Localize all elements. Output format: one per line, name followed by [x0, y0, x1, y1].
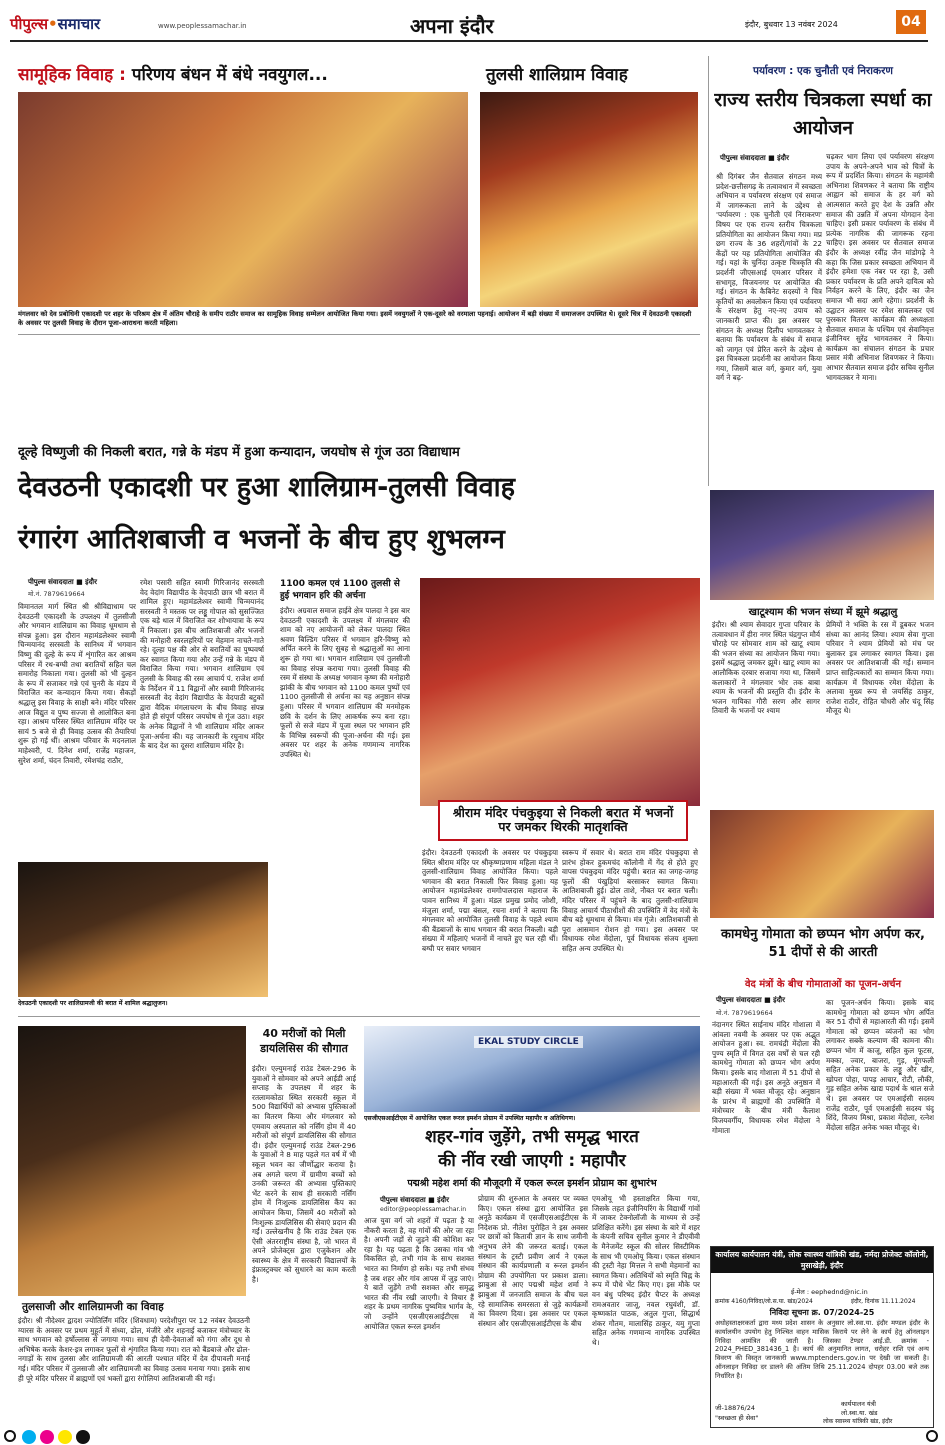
story9-text: इंदौर। एल्युमनाई राउंड टेबल-296 के युवाओं ने सोमवार को अपने आईडी आई सप्ताह के उपलक्ष्य में शहर के रतलामकोठा स्थित सरकारी स्कूल में 500 विद्यार्थियों को अभ्यास पुस्तिकाओं का वितरण किया और मंगलवार को एमवाय अस्पताल को नर्सिंग होम में 40 मरीजों को संपूर्ण डायलिसिस की सौगात दी। इंदौर एल्युमनाई राउंड टेबल-296 के युवाओं ने 8 माह पहले गत वर्ष में भी स्कूल भवन का जीर्णोद्धार कराया है। अब अगले चरण में ग्रामीण बच्चों को उनकी जरूरत की अभ्यास पुस्तिकाएं भेंट करने के साथ ही सरकारी नर्सिंग होम में निःशुल्क डायलिसिस कैंप का आयोजन किया, जिसमें 40 मरीजों को निःशुल्क डायलिसिस की सेवाएं प्रदान की गईं। उल्लेखनीय है कि राउंड टेबल एक ऐसी अंतरराष्ट्रीय संस्था है, जो भारत में अपने प्रोजेक्ट्स द्वारा एजुकेशन और स्वास्थ्य के क्षेत्र में सरकारी विद्यालयों के इंफ्रास्ट्रक्चर को सुधारने का काम करती है।	[252, 1064, 356, 1285]
tender-ref: क्रमांक 4160/निविदा/लो.स.या. खंड/2024	[715, 1298, 813, 1305]
tender-body: अधोहस्ताक्षरकर्ता द्वारा मध्य प्रदेश शासन के अनुसार लो.स्वा.या. इंदौर मण्डल इंदौर के कार्यालयीन उपयोग हेतु निश्चित वाहन मासिक किराये पर लेने के कार्य हेतु ऑनलाइन निविदा आमंत्रित की जाती है। जिसका टेण्डर आई.डी. क्रमांक - 2024_PHED_381436_1 है। कार्य की अनुमानित लागत, धरोहर राशि एवं अन्य विवरण की विस्तृत जानकारी www.mptenders.gov.in पर देखी जा सकती है। ऑनलाइन निविदा दर डालने की अंतिम तिथि 25.11.2024 दोपहर 03.00 बजे तक निर्धारित है।	[715, 1319, 929, 1380]
tender-notice	[710, 1246, 934, 1428]
story8-col2: का पूजन-अर्चन किया। इसके बाद कामधेनु गोमाता को छप्पन भोग अर्पित कर 51 दीपों से महाआरती की गई। इसमें गोमाता को छप्पन व्यंजनों का भोग लगाकर सबके कल्याण की कामना की। छप्पन भोग में काजू, सहित कुल फूटस, मक्का, ज्वार, बाजरा, गुड़, मूंगफली सहित अनेक प्रकार के लड्डू और खीर, खोपरा पोहा, पापड़ आचार, रोटी, लौकी, गुड़ सहित अनेक खाद्य पदार्थ के थाल सजे थे। इस अवसर पर एमआईसी सदस्य राजेंद्र राठौर, पूर्व एमआईसी सदस्य चंदू शिंदे, विजय मिश्रा, प्रकाश मेंदोला, रत्नेश मेंदोला सहित अनेक भक्त मौजूद थे।	[826, 998, 934, 1132]
story4-col1: विमानतल मार्ग स्थित श्री श्रीविद्याधाम पर देवउठनी एकादशी के उपलक्ष्य में तुलसीजी और भगवान शालिग्राम का विवाह धूमधाम से संपन्न हुआ। इस दौरान महामंडलेश्वर स्वामी चिन्मयानंद सरस्वती के सानिध्य में भगवान विष्णु की दूल्हे के रूप में शृंगारित कर आश्रम परिसर में रथ-बग्घी तथा बरातियों सहित चल समारोह निकाला गया। तुलसी को भी दुल्हन के रूप में सजाकर गन्ने एवं चुनरी के मंडप में विराजित कर कन्यादान किया गया। सैकड़ों श्रद्धालु इस विवाह के साक्षी बने। मंदिर परिसर आज विद्युत व पुष्प सज्जा से आलोकित बना रहा। आश्रम परिसर स्थित शालिग्राम मंदिर पर सायं 5 बजे से ही विवाह उत्सव की तैयारियां शुरू हो गई थीं। आश्रम परिवार के मदनलाल माहेश्वरी, पं. दिनेश शर्मा, राजेंद्र महाजन, सुरेश शर्मा, चंदन तिवारी, रमेशचंद्र राठौर,	[18, 602, 136, 765]
dateline: इंदौर, बुधवार 13 नवंबर 2024	[745, 20, 838, 29]
tender-footer-right-2: लो.स्वा.या. खंड	[841, 1409, 878, 1417]
story8-col1: नंदानगर स्थित साईनाथ मंदिर गोशाला में आंवला नवमी के अवसर पर एक अद्भुत आयोजन हुआ। स्व. रामचंद्री मेंदोला की पुण्य स्मृति में विगत दस वर्षों से चल रही कामधेनु गोमाता को छप्पन भोग अर्पण किया। इसके बाद गोशाला में 51 दीपों से महाआरती की गई। इस अनूठे अनुष्ठान में बड़ी संख्या में भक्त मौजूद रहे। अनुष्ठान के प्रारंभ में ब्राह्मणों की उपस्थिति में मंत्रोच्चार के बीच मंत्री कैलाश विजयवर्गीय, विधायक रमेश मेंदोला ने गोमाता	[712, 1020, 820, 1135]
story3-headline: राज्य स्तरीय चित्रकला स्पर्धा का आयोजन	[714, 89, 932, 139]
story11-byline: पीपुल्स संवाददाता ■ इंदौर	[380, 1196, 449, 1204]
section-title: अपना इंदौर	[410, 14, 494, 38]
registration-mark-icon	[4, 1430, 16, 1442]
shaligram-procession-photo	[18, 862, 268, 997]
story7-headline: खाटूश्याम की भजन संध्या में झूमे श्रद्धालु	[748, 607, 898, 618]
ekal-banner: EKAL STUDY CIRCLE	[474, 1036, 583, 1048]
story7-col1: इंदौर। श्री श्याम सेवादार गुप्ता परिवार के तत्वावधान में हीरा नगर स्थित चंद्रगुप्त मौर्य चौराहे पर सोमवार शाम को खाटू श्याम की भजन संध्या का आयोजन किया गया। इसमें श्रद्धालु जमकर झूमे। खाटू श्याम का आलौकिक दरबार सजाया गया था, जिसमें कलाकारों ने मंगलवार भोर तक बाबा श्याम के भजनों की प्रस्तुति दी। इंदौर के भजन गायिका गौरी सरण और सागर तिवारी के भजनों पर श्याम	[712, 620, 820, 716]
story11-subhead: पद्मश्री महेश शर्मा की मौजूदगी में एकल रूरल इमर्शन प्रोग्राम का शुभारंभ	[407, 1178, 657, 1189]
story4-headline-line2: रंगारंग आतिशबाजी व भजनों के बीच हुए शुभलग्न	[18, 524, 505, 555]
logo-dot-icon: •	[48, 15, 58, 33]
story11-col3: एमओयू भी हस्ताक्षरित किया गया, जिसके तहत इंजीनियरिंग के विद्यार्थी गांवों में जाकर टेक्नोलॉजी के माध्यम से उन्हें प्रशिक्षित करेंगे। इस संस्था के बारे में शहर के कंपनी सचिव सुनील कुमार ने डीएवीवी के मैनेजमेंट स्कूल की सोलर सिस्टीमिक के साथ भी एमओयू किया। एकल संस्थान की ट्रस्टी नेहा मित्तल ने सभी मेहमानों का स्वागत किया। अतिथियों को स्मृति चिह्न के रूप में पौधे भेंट किए गए। इस मौके पर वन बंधु परिषद इंदौर चैप्टर के अध्यक्ष रामअवतार जाजू, नवल रघुवंशी, डॉ. कृष्णकांत पाठक, अतुल गुप्ता, सिद्धार्थ शंकर गौतम, मालासिंह ठाकुर, यमु गुप्ता सहित अनेक गणमान्य नागरिक उपस्थित थे।	[592, 1194, 700, 1347]
story5-text: इंदौर। अग्रवाल समाज हाईवे क्षेत्र पालदा ने इस बार देवउठनी एकादशी के उपलक्ष्य में मंगलवार की शाम को नए आयोजनों को लेकर पालदा स्थित श्रवण बिल्डिंग परिसर में भगवान हरि-विष्णु को अर्पित करने के लिए सुबह से श्रद्धालुओं का आना शुरू हो गया था। भगवान शालिग्राम एवं तुलसीजी का विवाह संपन्न कराया गया। तुलसी विवाह की रस्म में संस्था के अध्यक्ष भगवान कृष्ण की मनोहारी झांकी के बीच भगवान को 1100 कमल पुष्पों एवं 1100 तुलसीजी से अर्चना का यह अनुष्ठान संपन्न हुआ। परिसर में भगवान शालिग्राम की मनमोहक छवि के दर्शन के लिए आकर्षक रूप बना रहा। फूलों से सजे मंडप में पूजा स्थल पर भगवान हरि के विभिन्न स्वरूपों की पूजा-अर्चना की गई। इस अवसर पर शहर के अनेक गणमान्य नागरिक उपस्थित थे।	[280, 606, 410, 759]
story11-headline-line2: की नींव रखी जाएगी : महापौर	[438, 1151, 626, 1171]
print-color-bar	[0, 1430, 945, 1444]
story4-byline: पीपुल्स संवाददाता ■ इंदौर	[28, 578, 97, 586]
tender-footer-right-3: लोक स्वास्थ्य यांत्रिकी खंड, इंदौर	[823, 1418, 893, 1425]
story4-mobile: मो.नं. 7879619664	[28, 590, 85, 598]
story5-headline: 1100 कमल एवं 1100 तुलसी से हुई भगवान हरि की अर्चना	[280, 579, 400, 601]
tender-email: ई-मेल : eephednd@nic.in	[791, 1288, 868, 1296]
story6-col2: स्वरूप में सवार थे। बरात राम मंदिर पंचकुइया से प्रारंभ होकर हुकमचंद कॉलोनी में गेंद से होते हुए वापस पंचकुइया मंदिर पहुंची। बरात का जगह-जगह फूलों की पंखुड़ियां बरसाकर स्वागत किया। आतिशबाजी हुई। ढोल ताशे, नौबत पर बरात चली। मंदिर परिसर में पहुंचने के बाद तुलसी-शालिग्राम विवाह आचार्य पीठाधीशों की उपस्थिति में वेद मंत्रों के बीच बड़े धूमधाम से किया। मंत्र गूंजे। आतिशबाजी से पूरा आसमान रोशन हो गया। इस अवसर पर विधायक रमेश मेंदोला, पूर्व विधायक संजय शुक्ला सहित अन्य उपस्थित थे।	[562, 848, 698, 953]
story4-headline-line1: देवउठनी एकादशी पर हुआ शालिग्राम-तुलसी विवाह	[18, 472, 515, 503]
logo-right: समाचार	[57, 15, 101, 33]
gomata-pooja-photo	[710, 810, 934, 918]
story11-col1: आज युवा वर्ग जो शहरों में पढ़ता है या नौकरी करता है, वह गांवों की ओर जा रहा है। अपनी जड़ों से जुड़ने की कोशिश कर रहा है। यह पढ़ता है कि उसका गांव भी विकसित हो, तभी गांव के साथ सशक्त भारत का निर्माण हो सके। यह तभी संभव है जब शहर और गांव आपस में जुड़ जाएं। ये बातें जुड़ेंगे तभी सशक्त और समृद्ध भारत की नींव रखी जाएगी। ये विचार हैं शहर के प्रथम नागरिक पुष्यमित्र भार्गव के, जो उन्होंने एसजीएसआईटीएस में आयोजित एकल रूरल इमर्शन	[364, 1216, 474, 1331]
tender-footer-tag: "स्वच्छता ही सेवा"	[715, 1414, 759, 1422]
ekal-program-photo	[364, 1026, 700, 1112]
story8-subhead: वेद मंत्रों के बीच गोमाताओं का पूजन-अर्चन	[744, 979, 902, 990]
lower-section-rule	[18, 1016, 700, 1017]
story1-headline	[18, 62, 458, 85]
tender-footer-left: जी-18876/24	[715, 1404, 755, 1412]
cyan-swatch-icon	[22, 1430, 36, 1444]
story6-col1: इंदौर। देवउठनी एकादशी के अवसर पर पंचकुइया स्थित श्रीराम मंदिर पर श्रीकृष्णप्रणाम महिला मंडल ने तुलसी-शालिग्राम विवाह आयोजित किया। पहले भगवान की बरात निकाली फिर विवाह हुआ। यह आयोजन महामंडलेश्वर रामगोपालदास महाराज के पावन सानिध्य में हुआ। मंडल प्रमुख प्रमोद जोशी, मंजुला शर्मा, पद्मा बंसल, रचना शर्मा ने बताया कि मंगलवार को आयोजित तुलसी विवाह के पहले श्याम की बैंडबाजों के साथ भगवान की बरात निकली। बड़ी संख्या में महिलाएं भजनों में नाचते हुए चल रही थीं। बग्घी पर सवार भगवान	[422, 848, 558, 953]
story8-byline: पीपुल्स संवाददाता ■ इंदौर	[716, 996, 785, 1004]
masthead	[0, 0, 945, 42]
story4-top-rule	[18, 334, 700, 335]
story1-headline-main: परिणय बंधन में बंधे नवयुगल...	[131, 65, 328, 85]
story11-col2: प्रोग्राम की शुरुआत के अवसर पर व्यक्त किए। एकल संस्था द्वारा आयोजित इस अनूठे कार्यक्रम में एसजीएसआईटीएस के निदेशक प्रो. नीतेश पुरोहित ने इस अवसर पर छात्रों को कितावी ज्ञान के साथ जमीनी अनुभव लेने की जरूरत बताई। एकल संस्थान के ट्रस्टी प्रवीण आर्य ने एकल संस्थान की कार्यप्रणाली व रूरल इमर्शन प्रोग्राम की उपयोगिता पर प्रकाश डाला। झाबुआ से आए पद्मश्री महेश शर्मा ने झाबुआ में जनजाति समाज के बीच चल रहे सामाजिक समरसता से जुड़े कार्यक्रमों का विवरण दिया। इस अवसर पर एकल संस्थान और एसजीएसआईटीएस के बीच	[478, 1194, 588, 1328]
story11-email: editor@peoplessamachar.in	[380, 1206, 467, 1213]
story10-headline: तुलसाजी और शालिग्रामजी का विवाह	[22, 1301, 164, 1313]
tender-date: इंदौर, दिनांक 11.11.2024	[851, 1298, 916, 1305]
yellow-swatch-icon	[58, 1430, 72, 1444]
story4-kicker: दूल्हे विष्णुजी की निकली बरात, गन्ने के मंडप में हुआ कन्यादान, जयघोष से गूंज उठा विद्याधाम	[18, 445, 460, 460]
story11-photo-caption: एसजीएसआईटीएस में आयोजित एकल रूरल इमर्शन प्रोग्राम में उपस्थित महापौर व अतिथिगण।	[364, 1115, 576, 1122]
newspaper-logo	[10, 14, 100, 34]
story8-mobile: मो.नं. 7879619664	[716, 1009, 773, 1017]
story4-photo-caption: देवउठनी एकादशी पर शालिग्रामजी की बरात में शामिल श्रद्धालुजन।	[18, 1000, 168, 1007]
mass-wedding-photo	[18, 92, 468, 307]
tulsi-worship-photo	[480, 92, 698, 307]
story11-headline-line1: शहर-गांव जुड़ेंगे, तभी समृद्ध भारत	[425, 1127, 639, 1147]
story7-col2: प्रेमियों ने भक्ति के रस में डूबकर भजन संध्या का आनंद लिया। श्याम सेवा गुप्ता परिवार ने श्याम प्रेमियों को मंच पर बुलाकर इत्र लगाकर स्वागत किया। इस अवसर पर आतिशबाजी की गई। सम्मान प्राप्त साहित्यकारों का सम्मान किया गया। कार्यक्रम में विधायक रमेश मेंदोला के अलावा मुख्य रूप से जयसिंह ठाकुर, राजेश राठौर, रोहित चौधरी और चंदू सिंह मौजूद थे।	[826, 620, 934, 716]
registration-mark-right-icon	[926, 1430, 938, 1442]
story1-caption: मंगलवार को देव प्रबोधिनी एकादशी पर शहर के परिश्रम क्षेत्र में अंतिम चौराहे के समीप राठौर समाज का सामूहिक विवाह सम्मेलन आयोजित किया गया। इसमें नवयुगलों ने एक-दूसरे को वरमाला पहनाई। आयोजन में बड़ी संख्या में समाजजन उपस्थित थे। दूसरे चित्र में देवउठनी एकादशी के अवसर पर तुलसी विवाह के दौरान पूजा-आराधना करती महिला।	[18, 310, 692, 327]
story9-headline: 40 मरीजों को मिली डायलिसिस की सौगात	[260, 1027, 348, 1055]
tender-title: कार्यालय कार्यपालन यंत्री, लोक स्वास्थ्य यांत्रिकी खंड, नर्मदा प्रोजेक्ट कॉलोनी, मुसाखेड़ी, इंदौर	[711, 1247, 933, 1273]
story6-headline: श्रीराम मंदिर पंचकुइया से निकली बरात में भजनों पर जमकर थिरकी मातृशक्ति	[438, 800, 688, 841]
story3-col2: चढ़कर भाग लिया एवं पर्यावरण संरक्षण उपाय के अपने-अपने भाव को चित्रों के रूप में प्रदर्शित किया। संगठन के महामंत्री अभिनाश शिवणकर ने बताया कि राष्ट्रीय आह्वान को समाज के हर वर्ग को आत्मसात करते हुए देश के उन्नति और समाज की उन्नति में अपना योगदान देना चाहिए। इसी प्रकार पर्यावरण के संबंध में प्रत्येक नागरिक की जागरूक रहना चाहिए। इस अवसर पर सैतवाल समाज इंदौर के अध्यक्ष रवींद्र जैन मांडोगढ़े ने कहा कि जिस प्रकार स्वच्छता अभियान में इंदौर हमेशा एक नंबर पर रहा है, उसी प्रकार पर्यावरण के प्रति अपने दायित्व को निर्वहन करने के लिए, इंदौर का जैन समाज भी सदा आगे रहेगा। प्रदर्शनी के उद्घाटन अवसर पर रमेश सावलकर एवं पुरस्कार वितरण कार्यक्रम की अध्यक्षता सैतवाल समाज के पश्चिम एवं सेवानिवृत्त इंजीनियर सुरेंद्र भागवतकर ने किया। कार्यक्रम का संचालन संगठन के प्रचार प्रसार मंत्री अभिनाश शिवणकर ने किया। आभार सैतवाल समाज इंदौर सचिव सुनील भागवतकर ने माना।	[826, 152, 934, 382]
story3-col1: श्री दिगंबर जैन सैतवाल संगठन मध्य प्रदेश-छत्तीसगढ़ के तत्वावधान में स्वच्छता अभियान व पर्यावरण संरक्षण एवं समाज में जागरूकता लाने के उद्देश्य से 'पर्यावरण : एक चुनौती एवं निराकरण' विषय पर एक राज्य स्तरीय चित्रकला प्रतियोगिता का आयोजन किया गया। मप्र छग राज्य के 36 शहरों/गांवों के 22 केंद्रों पर यह प्रतियोगिता आयोजित की गई। यहां के चुनिंदा उत्कृष्ट चित्रकृति की प्रदर्शनी जीएसआई एमआर परिसर में सभागृह, विजयनगर पर आयोजित की गई। संगठन के कैबिनेट सदस्यों ने चित्र कृतियों का अवलोकन किया एवं पर्यावरण के संरक्षण हेतु नए-नए उपाय को जानकारी प्राप्त की। इस अवसर पर संगठन के अध्यक्ष दिलीप भागवतकर ने बताया कि पर्यावरण के संबंध में समाज को जागृत एवं प्रेरित करने के उद्देश्य से इस चित्रकला प्रदर्शनी का आयोजन किया गया, जिसमें बाल वर्ग, कुमार वर्ग, युवा वर्ग ने बढ़-	[716, 172, 822, 383]
temple-deepotsav-photo	[18, 1026, 246, 1296]
tender-footer-right-1: कार्यपालन यंत्री	[841, 1400, 876, 1408]
page-number: 04	[896, 10, 926, 34]
story3-byline: पीपुल्स संवाददाता ■ इंदौर	[720, 154, 789, 162]
story2-headline: तुलसी शालिग्राम विवाह	[486, 65, 628, 85]
masthead-rule	[10, 40, 928, 42]
khatushyam-bhajan-photo	[710, 490, 934, 600]
story3-kicker: पर्यावरण : एक चुनौती एवं निराकरण	[753, 65, 893, 77]
story3-divider	[708, 56, 709, 486]
magenta-swatch-icon	[40, 1430, 54, 1444]
story10-text: इंदौर। श्री नीदेश्वर द्वादश ज्योतिर्लिंग मंदिर (शिवधाम) परदेशीपुरा पर 12 नवंबर देवउठनी ग्यारस के अवसर पर प्रथम मुहूर्त में संध्या, ढोल, मंजीरे और शहनाई बजाकर मंत्रोच्चार के साथ भगवान को हर्षोल्लास से जगाया गया। साथ ही देवी-देवताओं को गंगा और दूध से अभिषेक करके केशर-इत्र लगाकर फूलों से शृंगारित किया गया। रात को बैंडबाजे और ढोल-नगाड़ों के साथ तुलसा और शालिग्रामजी की आरती पश्चात मंदिर में देव दीपावली मनाई गई। मंदिर परिसर में तुलसाजी और शालिग्रामजी का विवाह उत्सव मनाया गया। इसके साथ ही पूरे मंदिर परिसर में ब्राह्मणों एवं भक्तों द्वारा रंगोलियां आतिशबाजी की गई।	[18, 1316, 250, 1383]
logo-left: पीपुल्स	[10, 15, 49, 33]
story4-col2: रमेश पसारी सहित स्वामी गिरिजानंद सरस्वती वेद वेदांग विद्यापीठ के वेदपाठी छात्र भी बरात में शामिल हुए। महामंडलेश्वर स्वामी चिन्मयानंद सरस्वती ने मस्तक पर लड्डू गोपाल को सुसज्जित एक बड़े थाल में विराजित कर शोभायात्रा के रूप में निकाला। इस बीच आतिशबाजी और भजनों की मनोहारी स्वरलहरियों पर मेहमान नाचते-गाते रहे। दूल्हा पक्ष की ओर से बरातियों का पुष्पवर्षा कर स्वागत किया गया और उन्हें गन्ने के मंडप में विराजित किया गया। भगवान शालिग्राम एवं तुलसी के विवाह की रस्म आचार्य पं. राजेश शर्मा के निर्देशन में 11 विद्वानों और स्वामी गिरिजानंद सरस्वती वेद वेदांग विद्यापीठ के वेदपाठी बटुकों द्वारा वैदिक मंगलाचरण के बीच विवाह संपन्न होते ही संपूर्ण परिसर जयघोष से गूंज उठा। शहर के अनेक विद्वानों ने भी शालिग्राम मंदिर आकर पूजा-अर्चना की। यह जानकारी के रघुनाथ मंदिर के बाद देश का दूसरा शालिग्राम मंदिर है।	[140, 578, 264, 751]
story8-headline: कामधेनु गोमाता को छप्पन भोग अर्पण कर, 51 दीपों से की आरती	[721, 927, 925, 960]
website-url: www.peoplessamachar.in	[158, 22, 247, 30]
black-swatch-icon	[76, 1430, 90, 1444]
story1-headline-prefix: सामूहिक विवाह :	[18, 65, 132, 85]
ram-mandir-procession-photo	[420, 578, 700, 806]
tender-notice-title: निविदा सूचना क्र. 07/2024-25	[769, 1308, 875, 1317]
